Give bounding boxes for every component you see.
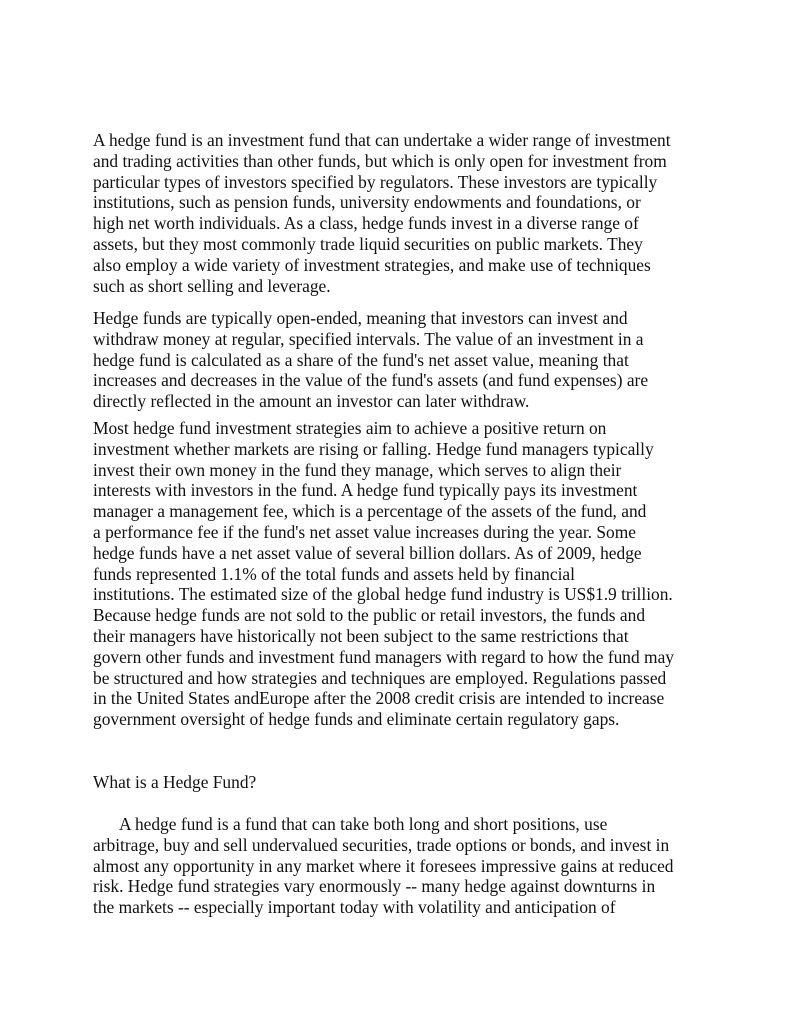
heading-text: What is a Hedge Fund? — [93, 772, 257, 792]
text-line: government oversight of hedge funds and eliminate certain regulatory gaps. — [93, 709, 620, 730]
text-line: invest their own money in the fund they manage, which serves to align their — [93, 459, 622, 480]
text-line: manager a management fee, which is a percentage of the assets of the fund, and — [93, 501, 647, 522]
text-line: such as short selling and leverage. — [93, 275, 331, 296]
text-line: institutions, such as pension funds, university endowments and foundations, or — [93, 192, 641, 213]
text-line: directly reflected in the amount an investor can later withdraw. — [93, 391, 530, 412]
text-line: hedge fund is calculated as a share of the fund's net asset value, meaning that — [93, 349, 629, 370]
text-line: A hedge fund is an investment fund that can undertake a wider range of investment — [93, 130, 671, 150]
text-line: a performance fee if the fund's net asset value increases during the year. Some — [93, 521, 636, 542]
text-line: arbitrage, buy and sell undervalued securities, trade options or bonds, and invest in — [93, 834, 670, 855]
text-line: be structured and how strategies and techniques are employed. Regulations passed — [93, 667, 667, 688]
text-line: investment whether markets are rising or falling. Hedge fund managers typically — [93, 438, 654, 459]
paragraph-3 — [93, 418, 674, 730]
paragraph-4 — [93, 814, 673, 918]
text-line: also employ a wide variety of investment strategies, and make use of techniques — [93, 254, 651, 275]
text-line: funds represented 1.1% of the total funds and assets held by financial — [93, 563, 575, 584]
text-line: A hedge fund is a fund that can take both long and short positions, use — [119, 814, 608, 834]
text-line: in the United States andEurope after the 2008 credit crisis are intended to increase — [93, 688, 665, 709]
text-line: Because hedge funds are not sold to the public or retail investors, the funds and — [93, 605, 646, 626]
text-line: interests with investors in the fund. A hedge fund typically pays its investment — [93, 480, 638, 501]
paragraph-2 — [93, 308, 648, 412]
text-line: Hedge funds are typically open-ended, meaning that investors can invest and — [93, 308, 628, 328]
text-line: almost any opportunity in any market where it foresees impressive gains at reduced — [93, 855, 674, 876]
text-line: hedge funds have a net asset value of several billion dollars. As of 2009, hedge — [93, 542, 642, 563]
section-heading — [93, 772, 256, 793]
paragraph-1 — [93, 130, 671, 296]
text-line: Most hedge fund investment strategies aim to achieve a positive return on — [93, 418, 607, 438]
text-line: the markets -- especially important today with volatility and anticipation of — [93, 897, 616, 918]
text-line: particular types of investors specified by regulators. These investors are typically — [93, 171, 658, 192]
text-line: assets, but they most commonly trade liquid securities on public markets. They — [93, 233, 643, 254]
text-line: high net worth individuals. As a class, hedge funds invest in a diverse range of — [93, 213, 639, 234]
text-line: and trading activities than other funds, but which is only open for investment from — [93, 150, 667, 171]
text-line: their managers have historically not been subject to the same restrictions that — [93, 625, 629, 646]
text-line: institutions. The estimated size of the global hedge fund industry is US$1.9 trillion. — [93, 584, 673, 605]
text-line: withdraw money at regular, specified intervals. The value of an investment in a — [93, 328, 644, 349]
text-line: increases and decreases in the value of the fund's assets (and fund expenses) are — [93, 370, 649, 391]
text-line: risk. Hedge fund strategies vary enormously -- many hedge against downturns in — [93, 876, 656, 897]
text-line: govern other funds and investment fund managers with regard to how the fund may — [93, 646, 674, 667]
